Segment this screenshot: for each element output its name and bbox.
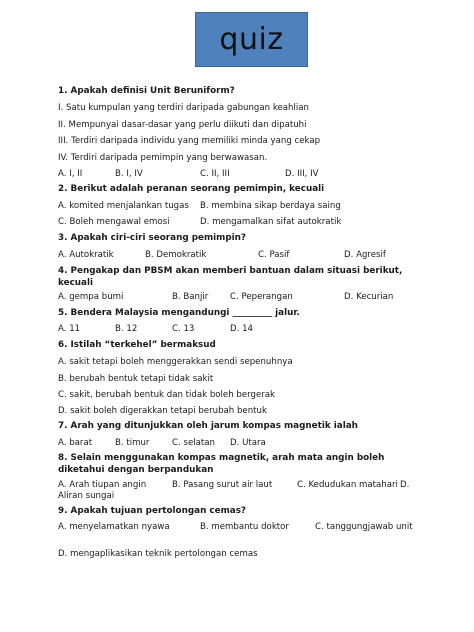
title-box bbox=[195, 12, 308, 67]
q1-statement-1: I. Satu kumpulan yang terdiri daripada gabungan keahlian bbox=[58, 103, 309, 113]
q6-option-b[interactable]: B. berubah bentuk tetapi tidak sakit bbox=[58, 374, 214, 384]
q3-option-b[interactable]: B. Demokratik bbox=[145, 250, 207, 260]
q6-option-a[interactable]: A. sakit tetapi boleh menggerakkan sendi sepenuhnya bbox=[58, 357, 293, 367]
q4-option-c[interactable]: C. Peperangan bbox=[230, 292, 293, 302]
q8-option-a[interactable]: A. Arah tiupan angin bbox=[58, 480, 147, 490]
q7-option-b[interactable]: B. timur bbox=[115, 438, 150, 448]
question-4: 4. Pengakap dan PBSM akan memberi bantuan dalam situasi berikut, kecuali bbox=[58, 266, 403, 288]
question-8: 8. Selain menggunakan kompas magnetik, arah mata angin boleh diketahui dengan berpandukan bbox=[58, 453, 385, 475]
q6-option-d[interactable]: D. sakit boleh digerakkan tetapi berubah bentuk bbox=[58, 406, 267, 416]
q1-statement-2: II. Mempunyai dasar-dasar yang perlu diikuti dan dipatuhi bbox=[58, 120, 307, 130]
q8-option-b[interactable]: B. Pasang surut air laut bbox=[172, 480, 273, 490]
question-6: 6. Istilah “terkehel” bermaksud bbox=[58, 340, 216, 350]
q1-option-d[interactable]: D. III, IV bbox=[285, 169, 319, 179]
question-1: 1. Apakah definisi Unit Beruniform? bbox=[58, 86, 235, 96]
q8-option-d-text[interactable]: Aliran sungai bbox=[58, 491, 115, 501]
q5-option-a[interactable]: A. 11 bbox=[58, 324, 81, 334]
q5-option-c[interactable]: C. 13 bbox=[172, 324, 195, 334]
q7-option-a[interactable]: A. barat bbox=[58, 438, 93, 448]
q2-option-b[interactable]: B. membina sikap berdaya saing bbox=[200, 201, 341, 211]
q4-option-d[interactable]: D. Kecurian bbox=[344, 292, 394, 302]
q2-option-a[interactable]: A. komited menjalankan tugas bbox=[58, 201, 189, 211]
q3-option-c[interactable]: C. Pasif bbox=[258, 250, 290, 260]
q9-option-c[interactable]: C. tanggungjawab unit bbox=[315, 522, 413, 532]
q3-option-a[interactable]: A. Autokratik bbox=[58, 250, 114, 260]
q5-option-b[interactable]: B. 12 bbox=[115, 324, 138, 334]
q2-option-d[interactable]: D. mengamalkan sifat autokratik bbox=[200, 217, 342, 227]
q1-statement-4: IV. Terdiri daripada pemimpin yang berwawasan. bbox=[58, 153, 268, 163]
question-7: 7. Arah yang ditunjukkan oleh jarum kompas magnetik ialah bbox=[58, 421, 358, 431]
q3-option-d[interactable]: D. Agresif bbox=[344, 250, 386, 260]
q8-option-c[interactable]: C. Kedudukan matahari bbox=[297, 480, 398, 490]
question-2: 2. Berikut adalah peranan seorang pemimpin, kecuali bbox=[58, 184, 325, 194]
q1-option-b[interactable]: B. I, IV bbox=[115, 169, 143, 179]
q1-statement-3: III. Terdiri daripada individu yang memiliki minda yang cekap bbox=[58, 136, 321, 146]
q6-option-c[interactable]: C. sakit, berubah bentuk dan tidak boleh bergerak bbox=[58, 390, 276, 400]
q4-option-b[interactable]: B. Banjir bbox=[172, 292, 209, 302]
q1-option-a[interactable]: A. I, II bbox=[58, 169, 83, 179]
page-title: quiz bbox=[219, 22, 284, 57]
q8-option-d-label[interactable]: D. bbox=[400, 480, 410, 490]
q9-option-d[interactable]: D. mengaplikasikan teknik pertolongan cemas bbox=[58, 549, 258, 559]
q1-option-c[interactable]: C. II, III bbox=[200, 169, 230, 179]
q4-option-a[interactable]: A. gempa bumi bbox=[58, 292, 124, 302]
q9-option-a[interactable]: A. menyelamatkan nyawa bbox=[58, 522, 170, 532]
q7-option-d[interactable]: D. Utara bbox=[230, 438, 266, 448]
q7-option-c[interactable]: C. selatan bbox=[172, 438, 215, 448]
q2-option-c[interactable]: C. Boleh mengawal emosi bbox=[58, 217, 170, 227]
q9-option-b[interactable]: B. membantu doktor bbox=[200, 522, 289, 532]
question-5: 5. Bendera Malaysia mengandungi _________ jalur. bbox=[58, 308, 300, 318]
q5-option-d[interactable]: D. 14 bbox=[230, 324, 254, 334]
question-9: 9. Apakah tujuan pertolongan cemas? bbox=[58, 506, 247, 516]
question-3: 3. Apakah ciri-ciri seorang pemimpin? bbox=[58, 233, 246, 243]
